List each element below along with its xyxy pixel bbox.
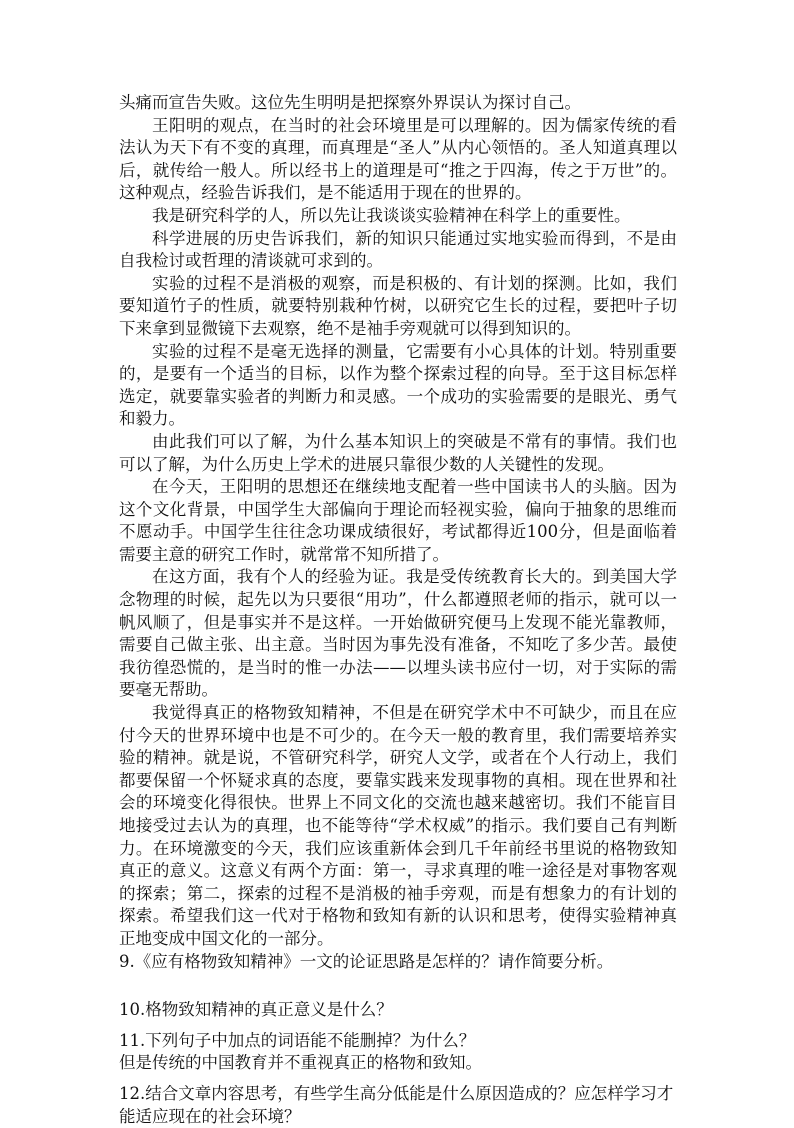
answer-space-9 <box>119 973 677 999</box>
question-12: 12.结合文章内容思考，有些学生高分低能是什么原因造成的？应怎样学习才能适应现在的社会环境？ <box>119 1083 674 1126</box>
passage-paragraph-4: 实验的过程不是消极的观察，而是积极的、有计划的探测。比如，我们要知道竹子的性质，就要特别栽种竹树，以研究它生长的过程，要把叶子切下来拿到显微镜下去观察，绝不是袖手旁观就可以得到知识的。 <box>119 273 677 338</box>
question-11: 11.下列句子中加点的词语能不能删掉？为什么？ <box>119 1030 476 1050</box>
passage-paragraph-8: 在这方面，我有个人的经验为证。我是受传统教育长大的。到美国大学念物理的时候，起先以为只要很“用功”，什么都遵照老师的指示，就可以一帆风顺了，但是事实并不是这样。一开始做研究便马上发现不能光靠教师，需要自己做主张、出主意。当时因为事先没有准备，不知吃了多少苦。最使我彷徨恐慌的，是当时的惟一办法——以埋头读书应付一切，对于实际的需要毫无帮助。 <box>119 567 677 700</box>
answer-space-11 <box>119 1075 677 1083</box>
passage-paragraph-9: 我觉得真正的格物致知精神，不但是在研究学术中不可缺少，而且在应付今天的世界环境中也是不可少的。在今天一般的教育里，我们需要培养实验的精神。就是说，不管研究科学，研究人文学，或者在个人行动上，我们都要保留一个怀疑求真的态度，要靠实践来发现事物的真相。现在世界和社会的环境变化得很快。世界上不同文化的交流也越来越密切。我们不能盲目地接受过去认为的真理，也不能等待“学术权威”的指示。我们要自己有判断力。在环境激变的今天，我们应该重新体会到几千年前经书里说的格物致知真正的意义。这意义有两个方面：第一，寻求真理的唯一途径是对事物客观的探索；第二，探索的过程不是消极的袖手旁观，而是有想象力的有计划的探索。希望我们这一代对于格物和致知有新的认识和思考，使得实验精神真正地变成中国文化的一部分。 <box>119 703 677 948</box>
passage-paragraph-5: 实验的过程不是毫无选择的测量，它需要有小心具体的计划。特别重要的，是要有一个适当的目标，以作为整个探索过程的向导。至于这目标怎样选定，就要靠实验者的判断力和灵感。一个成功的实验需要的是眼光、勇气和毅力。 <box>119 341 677 429</box>
passage-paragraph-0: 头痛而宣告失败。这位先生明明是把探察外界误认为探讨自己。 <box>119 93 581 112</box>
passage-paragraph-6: 由此我们可以了解，为什么基本知识上的突破是不常有的事情。我们也可以了解，为什么历史上学术的进展只靠很少数的人关键性的发现。 <box>119 431 677 474</box>
passage-paragraph-7: 在今天，王阳明的思想还在继续地支配着一些中国读书人的头脑。因为这个文化背景，中国学生大部偏向于理论而轻视实验，偏向于抽象的思维而不愿动手。中国学生往往念功课成绩很好，考试都得近100分，但是面临着需要主意的研究工作时，就常常不知所措了。 <box>119 477 677 564</box>
question-11-sentence: 但是传统的中国教育并不重视真正的格物和致知。 <box>119 1053 482 1073</box>
passage-paragraph-2: 我是研究科学的人，所以先让我谈谈实验精神在科学上的重要性。 <box>152 205 631 225</box>
document-page <box>119 92 677 1128</box>
answer-space-10 <box>119 1022 677 1030</box>
passage-paragraph-1: 王阳明的观点，在当时的社会环境里是可以理解的。因为儒家传统的看法认为天下有不变的真理，而真理是“圣人”从内心领悟的。圣人知道真理以后，就传给一般人。所以经书上的道理是可“推之于四海，传之于万世”的。这种观点，经验告诉我们，是不能适用于现在的世界的。 <box>119 115 677 203</box>
passage-paragraph-3: 科学进展的历史告诉我们，新的知识只能通过实地实验而得到，不是由自我检讨或哲理的清谈就可求到的。 <box>119 228 677 271</box>
question-9: 9.《应有格物致知精神》一文的论证思路是怎样的？请作简要分析。 <box>119 951 614 971</box>
question-10: 10.格物致知精神的真正意义是什么？ <box>119 1000 393 1020</box>
